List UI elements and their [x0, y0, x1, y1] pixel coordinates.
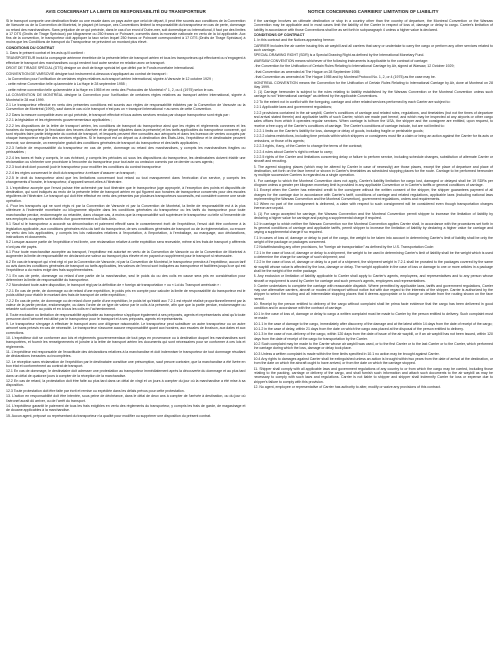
french-clause: 9. Le transporteur s'engage à effectuer le transport avec une diligence raisonnable. Le transporteur peut substituer un autre transporteur ou un autre aéronef sans préavis en cas de nécessité. Le transporteur n'assume aucune responsabilité quant aux horaires, aux escales de livraison, aux dates et aux corrections.	[6, 322, 246, 335]
french-clause: 2.2.3 tout droit dont pourrait jouir le transporteur pour modifier les conditions du contrat transporteur	[6, 165, 161, 170]
english-notice-intro: If the carriage involves an ultimate destination or stop in a country other than the country of departure, the Montreal Convention or the Warsaw Convention may be applicable and in most cases limit the liability of the Carrier in respect of loss of, damage or delay to cargo. Carrier's limitation of liability in accordance with those Conventions shall be as set forth in subparagraph 4 unless a higher value is declared.	[253, 19, 493, 32]
french-clause: 2.2 Dans la mesure compatible avec ce qui précède, le transport effectué et tous autres services rendus par chaque transporteur sont régis par :	[6, 112, 231, 117]
english-notice-title: NOTICE CONCERNING CARRIERS' LIMITATION OF LIABILITY	[307, 9, 439, 14]
french-clause: 7.1 En cas de perte, dommage ou retard d'une partie de la marchandise, seul le poids du ou des colis en cause sera pris en considération pour déterminer la limite de responsabilité du transporteur.	[6, 273, 246, 283]
english-clause: MONTREAL CONVENTION means the Convention for the Unification of Certain Rules Relating to International Carriage by Air, done at Montreal on 28 May 1999.	[253, 80, 493, 89]
english-clause: 2.2.2 provisions contained in the air waybill, Carrier's conditions of carriage and related rules, regulations, and timetables (but not the times of departure and arrival stated therein) and applicable tariffs of such Carrier, which are made part hereof, and which may be inspected at any airports or other cargo sales offices from which it operates regular services. When carriage is to/from the USA, the shipper and the consignee are entitled, upon request, to receive a free copy of the Carrier's conditions of carriage. The Carrier's conditions of carriage include, but are not limited to:	[253, 110, 493, 128]
french-clause: 11. L'expéditeur est responsable de l'exactitude des déclarations relatives à la marchandise et doit indemniser le transporteur de tout dommage résultant de déclarations inexactes ou incomplètes.	[6, 350, 246, 359]
english-clause: 10.1.1 in the case of damage to the cargo, immediately after discovery of the damage and at the latest within 14 days from the date of receipt of the cargo;	[253, 321, 493, 326]
english-clause: 4. For carriage to which the Montreal Convention does not apply, Carrier's liability limitation for cargo lost, damaged or delayed shall be 19 SDRs per kilogram unless a greater per kilogram monetary limit is provided in any applicable Convention or in Carrier's tariffs or general conditions of carriage.	[253, 178, 493, 187]
english-clause: 2.2 To the extent not in conflict with the foregoing, carriage and other related services performed by each Carrier are subject to:	[253, 99, 451, 104]
french-clause: 6.1 Pour toute marchandise acceptée au transport, l'expéditeur est autorisé en vertu de la Convention de Varsovie ou de la Convention de Montréal à augmenter la limite de responsabilité en déclarant une valeur au transport plus élevée et en payant un supplément pour le transport si nécessaire.	[6, 250, 246, 259]
french-clause: - cette même Convention telle qu'amendée à La Haye le 28 septembre 1955 ;	[6, 82, 127, 87]
french-clause: 2.2.5 le droit du transporteur ainsi que les limitations concernant tout retard ou tout manquement dans l'exécution d'un service, y compris les changements d'horaire, le transporteur, d'appareil seront-elles à l'itinéraire.	[6, 176, 246, 185]
english-clause: WARSAW CONVENTION means whichever of the following instruments is applicable to the contract of carriage:	[253, 58, 429, 63]
french-clause: 8. Toute exclusion ou limitation de responsabilité applicable au transporteur s'applique également à ses préposés, agents et représentants ainsi qu'à toute personne dont l'aéronef est utilisé par le transporteur pour le transport et à ses préposés, agents et représentants.	[6, 312, 246, 321]
french-clause: - la Convention pour l'unification de certaines règles relatives au transport aérien international, signée à Varsovie le 12 octobre 1929 ;	[6, 76, 213, 81]
english-clause: 10.1.2 in the case of delay, within 21 days from the date on which the cargo was placed at the disposal of the person entitled to delivery.	[253, 326, 464, 331]
english-clause: 7.2 Notwithstanding any other provisions, for "foreign air transportation" as defined by the U.S. Transportation Code:	[253, 245, 434, 250]
english-clause: 1. In this contract and the Notices appearing hereon:	[253, 38, 336, 43]
english-clause: 10. Receipt by the person entitled to delivery of the cargo without complaint shall be prima facie evidence that the cargo has been delivered in good condition and in accordance with the contract of carriage.	[253, 302, 493, 311]
english-clause: - that Convention as amended at The Hague 1955 and by Montreal Protocol No. 1, 2, or 4 (1975) as the case may be.	[253, 75, 436, 80]
french-conditions-heading: CONDITIONS DU CONTRAT	[6, 45, 55, 50]
english-clause: 10.3 Unless a written complaint is made within the time limits specified in 10.1 no action may be brought against Carrier.	[253, 351, 440, 356]
french-clause: 14. L'expéditeur garantit le paiement de tous les frais exigibles en vertu des règlements du transporteur, y compris les frais de garde, de magasinage et de douane applicables à la marchandise.	[6, 403, 246, 413]
french-clause: 2.2.2 les dispositions de la lettre de transport aérien, les conditions de transport du transporteur ainsi que les règles et règlements connexes et les horaires du transporteur (à l'exclusion des heures d'arrivée et de départ stipulées dans la présente) et les tarifs applicables du transporteur concerné, qui sont réputés faire partie intégrante du contrat de transport, et lesquels peuvent être consultés aux aéroports et dans les bureaux de ventes occupés par chaque transporteur régulier des services réguliers. Si le transport est un départ ou à destination des États-Unis, l'expéditeur et le destinataire peuvent recevoir, sur demande, un exemplaire gratuit des conditions générales de transport du transporteur et des tarifs applicables ;	[6, 123, 246, 145]
french-clause: 6.2 En cas de transport qui n'est régi ni par la Convention de Varsovie, ni par la Convention de Montréal, le transporteur prendra à l'expéditeur, aucun tarif ou avis dans les conditions générales de transport ou tarifs applicables, les valeurs de l'envoi sont indiquées au transporteur et facilitées jusqu'à ce qui est l'expéditeur a du moins exigé des frais supplémentaires.	[6, 259, 246, 273]
english-clause: - that Convention as amended at The Hague on 28 September 1955;	[253, 69, 361, 74]
english-clause: 10.1 In the case of loss of, damage or delay to cargo a written complaint must be made to Carrier by the person entitled to delivery. Such complaint must be made:	[253, 311, 493, 321]
english-clause-list	[254, 38, 494, 389]
english-clause: 2.2.2.4 rules about Carrier's right to refuse to carry;	[253, 149, 333, 154]
french-clause: 3. L'expéditeur accepte que l'envoi puisse être acheminé par tout itinéraire que le transporteur juge approprié, à l'exception des points et dispositifs de destination, qui sont indiqués au recto de la présente lettre de transport aérien en qui figurent aux horaires de transporteur concernés pour des escales régulières de l'itinéraire. Le transport qui doit être effectué en vertu des présentes par plusieurs transporteurs successifs, est considéré comme une seule opération.	[6, 185, 246, 203]
english-clause: 3. The agreed stopping places (which may be altered by Carrier in case of necessity) are those places, except the place of departure and place of destination, set forth on the face hereof or shown in Carrier's timetables as scheduled stopping places for the route. Carriage to be performed hereunder by multiple successive Carriers is regarded as a single operation.	[253, 164, 493, 178]
english-clause: 12. No agent, employee or representative of Carrier has authority to alter, modify or waive any provisions of this contract.	[253, 385, 441, 390]
english-clause: 10.1.3 in the case of non-delivery of the cargo, within 120 days from the date of issue of the air waybill, or if an air waybill has not been issued, within 120 days from the date of receipt of the cargo for transportation by the Carrier.	[253, 332, 493, 341]
english-conditions-heading: CONDITIONS OF CONTRACT	[253, 32, 305, 37]
french-clause: 12. Le réception sans réclamation de l'expédition par le destinataire constitue une présomption, sauf preuve contraire, que la marchandise a été livrée en bon état et conformément au contrat de transport.	[6, 359, 246, 369]
english-clause: 6. (1) For cargo accepted for carriage, the Warsaw Convention and the Montreal Convention permit shipper to increase the limitation of liability by declaring a higher value for carriage and paying a supplemental charge if required.	[253, 211, 493, 221]
english-clause: 2.2.2.1 limits on the Carrier's liability for loss, damage or delay of goods, including fragile or perishable goods;	[253, 128, 424, 133]
english-clause: 7.2.1 in the case of loss of, damage or delay to a shipment, the weight to be used in determining Carrier's limit of liability shall be the weight which is used to determine the charge for carriage of such shipment; and	[253, 250, 493, 259]
english-clause: SPECIAL DRAWING RIGHT (SDR) is a Special Drawing Right as defined by the International Monetary Fund.	[253, 53, 425, 58]
french-clause: 1. Dans le présent contrat et les avis qu'il contient :	[6, 50, 85, 55]
english-clause: 7.2.2 in the case of loss of, damage or delay to a part of a shipment, the shipment weight in 7.2.1 shall be prorated to the packages covered by the same air waybill whose value is affected by the loss, damage or delay. The weight applicable in the case of loss or damage to one or more articles in a package shall be the weight of the entire package.	[253, 260, 493, 273]
french-clause-list	[6, 51, 246, 418]
french-clause: 4. Pour les transports qui ne sont régis ni par la Convention de Varsovie ni par la Convention de Montréal, la limite de responsabilité est à la plus ultérieure à l'indemnité monétaire ou kilogramme stipulée dans les conditions générales du transporteur ou les tarifs du transporteur pour toute marchandise perdue, endommagée ou retardée, dans chaque cas, à moins que la responsabilité soit supérieure le transporteur ou telle si l'ensemble de ses employés ou agents sont établis d'un gouvernement au Etats-Unis.	[6, 204, 246, 221]
english-clause: 2.2.2.2 claims restrictions, including time periods within which shippers or consignees must file a claim or bring an action against the Carrier for its acts or omissions, or those of its agents;	[253, 134, 493, 143]
english-clause: 2. (1) Carriage hereunder is subject to the rules relating to liability established by the Warsaw Convention or the Montreal Convention unless such carriage is not "international carriage" as defined by the applicable Conventions.	[253, 90, 493, 99]
french-clause: 10. L'expéditeur doit se conformer aux lois et règlements gouvernementaux de tout pays en provenance ou à destination duquel les marchandises sont transportées, et fournir les renseignements et joindre à la lettre de transport aérien les documents qui sont nécessaires pour se conformer à ces lois et règlements.	[6, 336, 246, 349]
french-clause: 2.2.4 les règles concernant le droit du transporteur à refuser d'assurer un transport ;	[6, 170, 137, 175]
french-clause: 15. Aucun agent, préposé ou représentant du transporteur n'a qualité pour modifier ou supprimer une disposition du présent contrat.	[6, 413, 212, 418]
english-clause: 8. Any exclusion or limitation of liability applicable to Carrier shall apply to Carrier's agents, employees, and representatives and to any person whose aircraft or equipment is used by Carrier for carriage and such person's agents, employees and representatives.	[253, 274, 493, 283]
english-clause: - the Convention for the Unification of Certain Rules Relating to International Carriage by Air, signed at Warsaw, 12 October 1929;	[253, 64, 455, 69]
english-clause: 2.2.2.5 rights of the Carrier and limitations concerning delay or failure to perform service, including schedule changes, substitution of alternate Carrier or aircraft and rerouting.	[253, 154, 493, 164]
french-clause: LA CONVENTION DE MONTRÉAL désigne la Convention pour l'unification de certaines règles relatives au transport aérien international, signée à Montréal le 28 mai 1999.	[6, 93, 246, 102]
french-clause: DROIT DE TIRAGE SPÉCIAL (DTS) désigne un droit de tirage spécial tel que défini par le Fonds monétaire international.	[6, 66, 195, 71]
french-clause: 12.1 En cas de dommage, le destinataire doit adresser une protestation au transporteur immédiatement après la découverte du dommage et au plus tard dans un délai de quatorze jours à compter de la réception de la marchandise.	[6, 369, 246, 378]
english-clause: 11. Shipper shall comply with all applicable laws and government regulations of any country to or from which the cargo may be carried, including those relating to the packing, carriage or delivery of the cargo, and shall furnish such information and attach such documents to the air waybill as may be necessary to comply with such laws and regulations. Carrier is not liable to shipper and shipper shall indemnify Carrier for loss or expense due to shipper's failure to comply with this provision.	[253, 366, 493, 384]
english-clause: 5.2 When no part of the consignment is delivered, a claim with respect to such consignment will be considered even though transportation charges thereon are unpaid.	[253, 202, 493, 211]
french-clause: 2.1 Le transporteur effectué en vertu des présentes conditions est soumis aux règles de responsabilité édictées par la Convention de Varsovie ou la Convention de Montréal (1999), sauf dans le cas où le transport n'est pas un « transport international » au sens de cette Convention.	[6, 102, 246, 112]
english-clause: 6.2 In carriage to which neither the Warsaw Convention nor the Montreal Convention applies Carrier shall, in accordance with the procedures set forth in its general conditions of carriage and applicable tariffs, permit shipper to increase the limitation of liability by declaring a higher value for carriage and paying a supplemental charge if so required.	[253, 221, 493, 235]
french-clause: - cette même convention telle qu'amendée à la Haye en 1955 et en vertu des Protocoles de Montréal n° 1, 2, ou 4 (1975) selon le cas.	[6, 87, 214, 92]
french-clause: 13. L'action en responsabilité doit être intentée, sous peine de déchéance, dans le délai de deux ans à compter de l'arrivée à destination, ou du jour où l'aéronef aurait dû arriver, ou de l'arrêt du transport.	[6, 394, 246, 403]
english-clause: 5.1 Except when the Carrier has extended credit to the consignee without the written consent of the shipper, the shipper guarantees payment of all charges for the carriage due in accordance with Carrier's tariff, conditions of carriage and related regulations, applicable laws (including national laws implementing the Warsaw Convention and the Montreal Convention), government regulations, orders and requirements.	[253, 188, 493, 201]
french-clause: TRANSPORTEUR inclut la compagnie aérienne émettrice de la présente lettre de transport aérien et tous les transporteurs qui effectuent ou s'engagent à effectuer le transport des marchandises ou qui rendent tout autre service en relation avec ce transport.	[6, 56, 246, 65]
english-clause: 7.1 In cases of loss of, damage or delay to part of the cargo, the weight to be taken into account in determining Carrier's limit of liability shall be only the weight of the package or packages concerned.	[253, 235, 493, 244]
french-clause: 7.2.2 En cas de perte, de dommage ou de retard d'une partie d'une expédition, le poids tel qu'établi aux 7.2.1 est réputé réalisé proportionnellement par la valeur de la partie perdue, endommagée, ou dans l'ordre de ce type de valeur par le colis à la présente, afin que que la partie perdue, endommagée ou retardée soit confiée au poids et en à tous les colis en l'acheminement.	[6, 298, 246, 312]
french-clause: 5.2 Lorsque aucune partie de l'expédition n'est livrée, une réclamation relative à cette expédition sera recevable, même si les frais de transport y afférents n'ont pas été payés.	[6, 240, 246, 249]
english-clause: CARRIER includes the air carrier issuing this air waybill and all carriers that carry or undertake to carry the cargo or perform any other services related to such carriage.	[253, 43, 493, 52]
french-column	[6, 9, 246, 665]
french-clause: 7.2 Nonobstant toute autre disposition, le transport régi par la définition de « foreign air transportation » ou « Loi du Transport américain » :	[6, 283, 222, 288]
english-clause: 9. Carrier undertakes to complete the carriage with reasonable dispatch. Where permitted by applicable laws, tariffs and government regulations, Carrier may use alternative carriers, aircraft or modes of transport without notice but with due regard to the interests of the shipper. Carrier is authorized by the shipper to select the routing and all intermediate stopping places that it deems appropriate or to change or deviate from the routing shown on the face hereof.	[253, 283, 493, 301]
french-notice-intro: Si le transport comporte une destination finale ou une escale dans un pays autre que celui de départ, il peut être soumis aux conditions de la Convention de Varsovie ou de la Convention de Montréal, le plaçant (et lorsque, ces Conventions limitent la responsabilité du transporteur en cas de perte, dommage ou retard des marchandises. Sans préjudice de ce qui précède, dans le cas d'un envoi d'Outre-mer, soit domestique ou international, il faut par des limites à 17 DTS (Droits de Tirage Spéciaux) par kilogramme ou 250 francs or Poincaré, convertis dans la monnaie nationale en vertu de la loi applicable. Aux fins de la convention, le transporteur doit appliquer la taux selon lequel 250 francs or Poincaré correspondent à 17 DTS (Droits de Tirage Spéciaux) à moins que les Conditions de transport du Transporteur ne prévoient un montant plus élevé.	[6, 19, 246, 45]
english-clause: 2.2.2.3 rights, if any, of the Carrier to change the terms of the contract;	[253, 144, 363, 149]
french-clause: 7.2.1 En cas de perte, de dommage ou de retard d'une expédition, le poids pris en compte pour calculer la limite de responsabilité du transporteur est le poids utilisé pour établir le montant des frais de transport de cette expédition ;	[6, 288, 246, 298]
french-clause: CONVENTION DE VARSOVIE désigne tout instrument ci-dessous s'appliquant au contrat de transport :	[6, 71, 168, 76]
english-clause: 10.2 Such complaint may be made to the Carrier whose air waybill was used, or to the first Carrier or to the last Carrier or to the Carrier, which performed the carriage during which the loss, damage or delay took place.	[253, 342, 493, 351]
french-clause: 5.1 Sauf si le transporteur a accordé sa dénomination et paiement effectif sans le consentement écrit de l'expéditeur, l'envoi doit être conforme à la législation applicable, aux conditions générales et/ou du tarif du transporteur, de ses conditions générales de transport ou de la réglementation, ou encore en vertu des lois applicables, y compris les lois nationales relatives à l'exportation, à l'importation, à l'emballage, au marquage, aux déclarations, instructions et documents.	[6, 222, 246, 240]
english-clause: 2.2.1 Applicable laws and government regulations;	[253, 105, 333, 110]
french-notice-title: AVIS CONCERNANT LA LIMITE DE RESPONSABILITÉ DU TRANSPORTEUR	[45, 9, 206, 14]
french-clause: 12.3 Toute protestation doit être faite par écrit et remise ou expédiée dans les délais prévus pour cette protestation.	[6, 388, 185, 393]
two-column-layout	[6, 9, 493, 665]
french-clause: 2.2.3 l'article de responsabilité du transporteur en cas de perte, dommage ou retard des marchandises, y compris les marchandises fragiles ou périssables ;	[6, 145, 246, 155]
english-column	[254, 9, 494, 665]
french-clause: 2.2.1 la législation et les règlements gouvernementaux applicables ;	[6, 118, 112, 123]
french-clause: 12.2 En cas de retard, la protestation doit être faite au plus tard dans un délai de vingt et un jours à compter du jour où la marchandise a été mise à sa disposition.	[6, 379, 246, 388]
french-clause: 2.2.4 les taxes et frais y compris, le cas échéant, y compris les périodes où sous les dispositions du transporteur, les destinataires doivent établir une réclamation ou s'intenter une procédure à l'encontre du transporteur pour tout acte ou omission commis par ce dernier ou ses agents ;	[6, 155, 246, 164]
english-clause: 10.4 Any rights to damages against Carrier shall be extinguished unless an action is brought within two years from the date of arrival at the destination, or from the date on which the aircraft ought to have arrived, or from the date on which the carriage stopped.	[253, 357, 493, 366]
